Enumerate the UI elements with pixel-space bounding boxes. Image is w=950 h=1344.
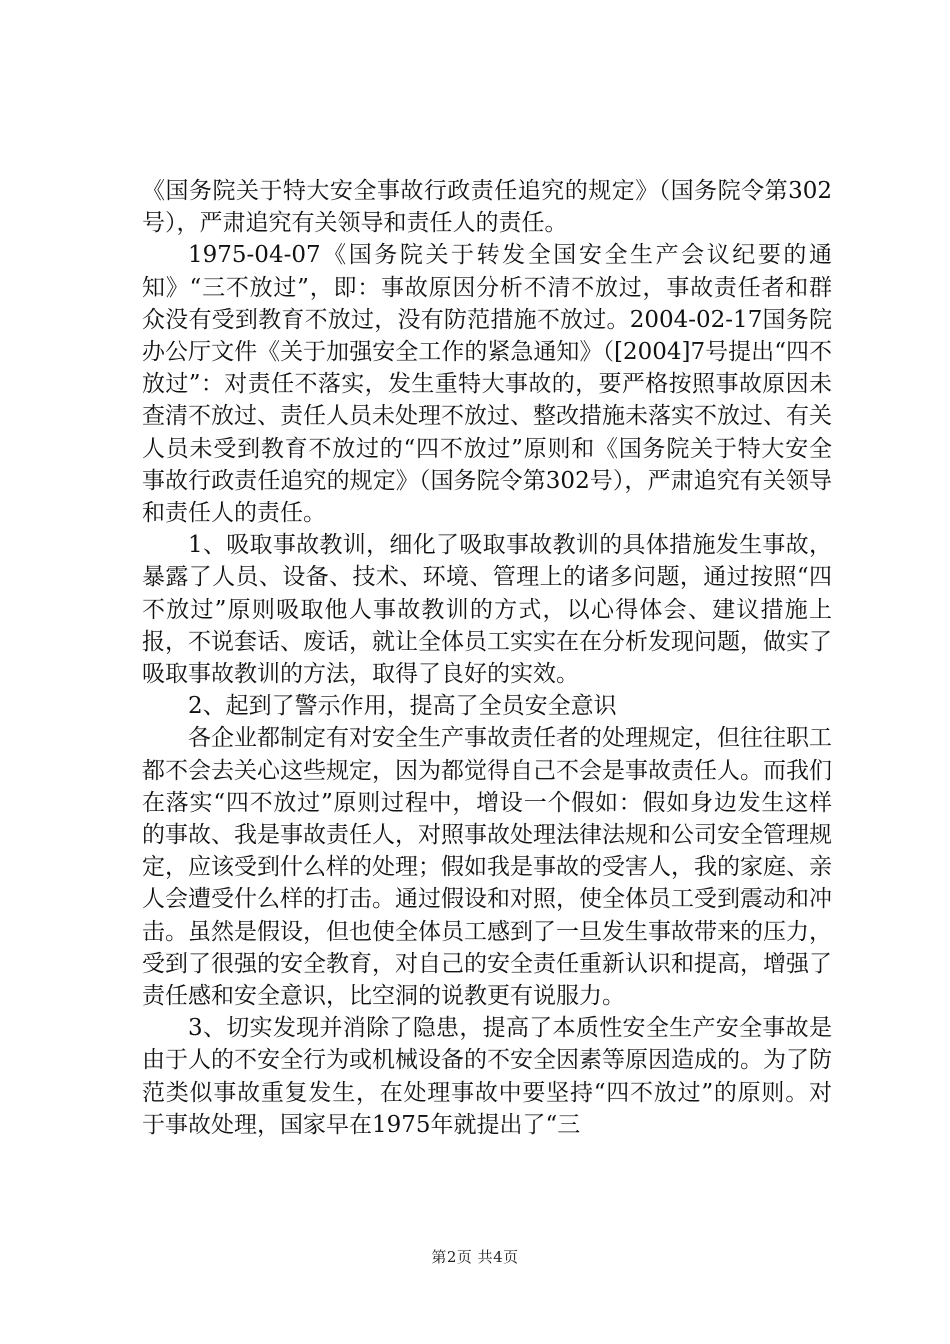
paragraph-continuation: 《国务院关于特大安全事故行政责任追究的规定》（国务院令第302号），严肃追究有关领导和责任人的责任。 [142,178,832,237]
paragraph-point-3: 3、切实发现并消除了隐患，提高了本质性安全生产安全事故是由于人的不安全行为或机械设备的不安全因素等原因造成的。为了防范类似事故重复发生，在处理事故中要坚持“四不放过”的原则。对于事故处理，国家早在1975年就提出了“三 [142,1015,832,1138]
document-body [142,175,832,1141]
paragraph-point-1: 1、吸取事故教训，细化了吸取事故教训的具体措施发生事故，暴露了人员、设备、技术、环境、管理上的诸多问题，通过按照“四不放过”原则吸取他人事故教训的方式，以心得体会、建议措施上报，不说套话、废话，就让全体员工实实在在分析发现问题，做实了吸取事故教训的方法，取得了良好的实效。 [142,532,832,688]
paragraph-three-no-letgo: 1975-04-07《国务院关于转发全国安全生产会议纪要的通知》“三不放过”，即：事故原因分析不清不放过，事故责任者和群众没有受到教育不放过，没有防范措施不放过。2004-02-17国务院办公厅文件《关于加强安全工作的紧急通知》（[2004]7号提出“四不放过”：对责任不落实，发生重特大事故的，要严格按照事故原因未查清不放过、责任人员未处理不放过、整改措施未落实不放过、有关人员未受到教育不放过的“四不放过”原则和《国务院关于特大安全事故行政责任追究的规定》（国务院令第302号），严肃追究有关领导和责任人的责任。 [142,242,832,527]
paragraph-point-2-heading: 2、起到了警示作用，提高了全员安全意识 [188,693,617,720]
paragraph-point-2-body: 各企业都制定有对安全生产事故责任者的处理规定，但往往职工都不会去关心这些规定，因为都觉得自己不会是事故责任人。而我们在落实“四不放过”原则过程中，增设一个假如：假如身边发生这样的事故、我是事故责任人，对照事故处理法律法规和公司安全管理规定，应该受到什么样的处理；假如我是事故的受害人，我的家庭、亲人会遭受什么样的打击。通过假设和对照，使全体员工受到震动和冲击。虽然是假设，但也使全体员工感到了一旦发生事故带来的压力，受到了很强的安全教育，对自己的安全责任重新认识和提高，增强了责任感和安全意识，比空洞的说教更有说服力。 [142,725,832,1010]
page-number-footer: 第2页 共4页 [431,1248,519,1266]
